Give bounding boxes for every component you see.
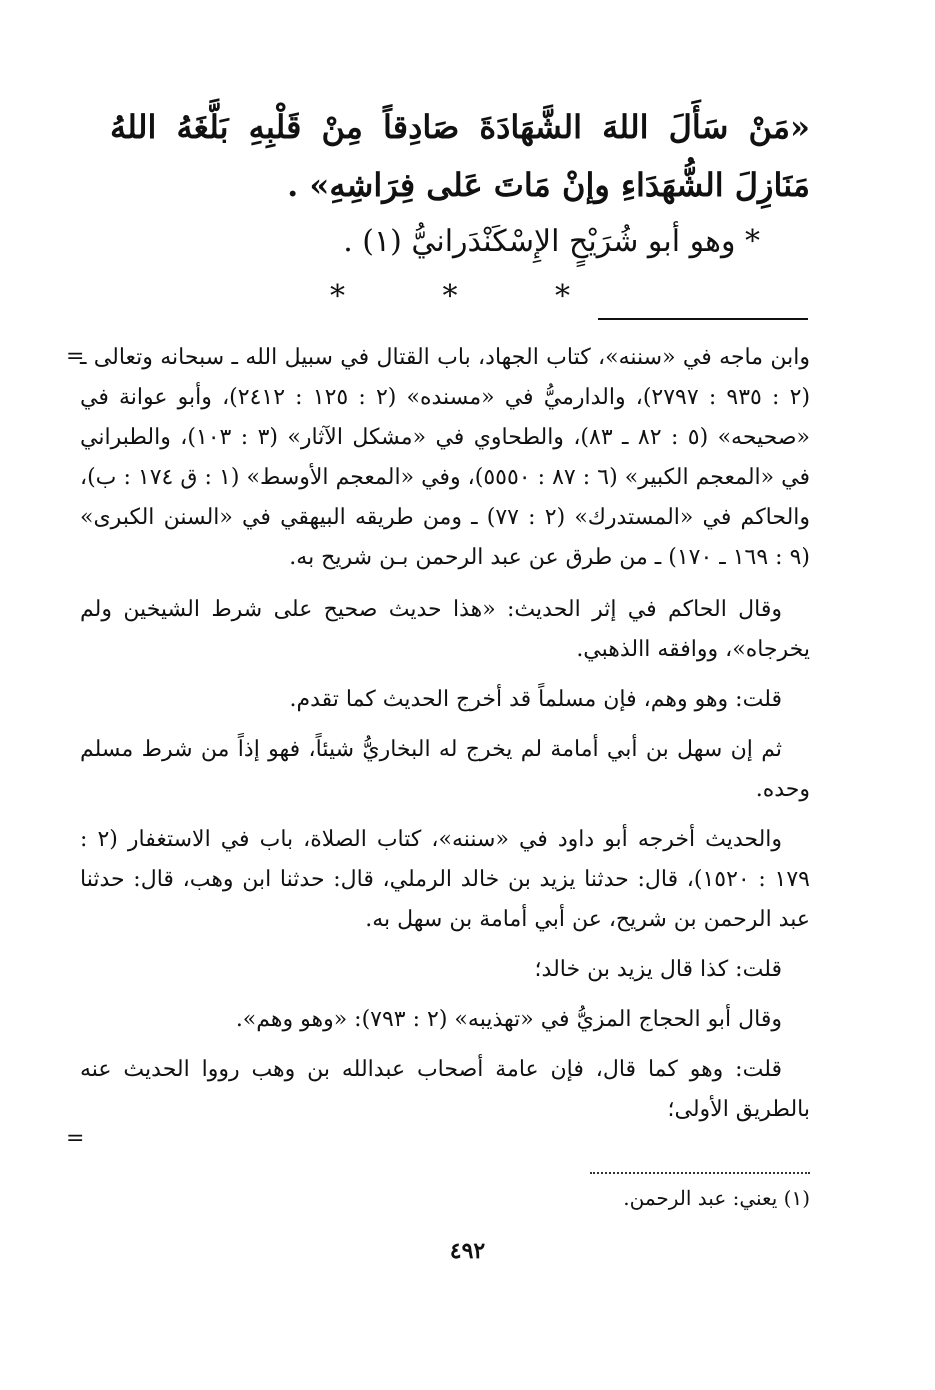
note-paragraph: وقال أبو الحجاج المزيُّ في «تهذيبه» (٢ : ٧٩٣): «وهو وهم». xyxy=(235,1007,782,1032)
continuation-mark-top: = xyxy=(66,344,85,369)
note-paragraph: والحديث أخرجه أبو داود في «سننه»، كتاب الصلاة، باب في الاستغفار (٢ : ١٧٩ : ١٥٢٠)، قال: حدثنا يزيد بن خالد الرملي، قال: حدثنا ابن وهب، قال: حدثنا عبد الرحمن بن شريح، عن أبي أمامة بن سهل به. xyxy=(80,827,810,932)
narrator-line: * وهو أبو شُرَيْحٍ الإِسْكَنْدَرانيُّ (١) . xyxy=(343,224,760,259)
page-number: ٤٩٢ xyxy=(449,1238,486,1264)
continuation-mark-bottom: = xyxy=(66,1126,85,1151)
note-paragraph: ثم إن سهل بن أبي أمامة لم يخرج له البخاريُّ شيئاً، فهو إذاً من شرط مسلم وحده. xyxy=(80,737,810,802)
star-icon: * xyxy=(330,279,345,314)
star-separator xyxy=(330,279,570,314)
footnote-divider xyxy=(598,318,808,320)
hadith-text: «مَنْ سَأَلَ اللهَ الشَّهَادَةَ صَادِقاً مِنْ قَلْبِهِ بَلَّغَهُ اللهُ مَنَازِلَ الشُّهَدَاءِ وإنْ مَاتَ عَلى فِرَاشِهِ» . xyxy=(110,108,810,204)
star-icon: * xyxy=(555,279,570,314)
note-paragraph: قلت: وهو وهم، فإن مسلماً قد أخرج الحديث كما تقدم. xyxy=(289,687,782,712)
note-paragraph: وقال الحاكم في إثر الحديث: «هذا حديث صحيح على شرط الشيخين ولم يخرجاه»، ووافقه االذهبي. xyxy=(80,597,810,662)
star-icon: * xyxy=(442,279,458,314)
commentary-notes xyxy=(80,338,810,1140)
footnote-dotted-divider xyxy=(590,1172,810,1174)
note-paragraph: قلت: وهو كما قال، فإن عامة أصحاب عبدالله بن وهب رووا الحديث عنه بالطريق الأولى؛ xyxy=(80,1057,810,1122)
note-paragraph: وابن ماجه في «سننه»، كتاب الجهاد، باب القتال في سبيل الله ـ سبحانه وتعالى ـ (٢ : ٩٣٥ : ٢٧٩٧)، والدارميُّ في «مسنده» (٢ : ١٢٥ : ٢٤١٢)، وأبو عوانة في «صحيحه» (٥ : ٨٢ ـ ٨٣)، والطحاوي في «مشكل الآثار» (٣ : ١٠٣)، والطبراني في «المعجم الكبير» (٦ : ٨٧ : ٥٥٥٠)، وفي «المعجم الأوسط» (١ : ق ١٧٤ : ب)، والحاكم في «المستدرك» (٢ : ٧٧) ـ ومن طريقه البيهقي في «السنن الكبرى» (٩ : ١٦٩ ـ ١٧٠) ـ من طرق عن عبد الرحمن بـن شريح به. xyxy=(80,345,811,570)
note-paragraph: قلت: كذا قال يزيد بن خالد؛ xyxy=(534,957,782,982)
footnote: (١) يعني: عبد الرحمن. xyxy=(623,1186,810,1210)
